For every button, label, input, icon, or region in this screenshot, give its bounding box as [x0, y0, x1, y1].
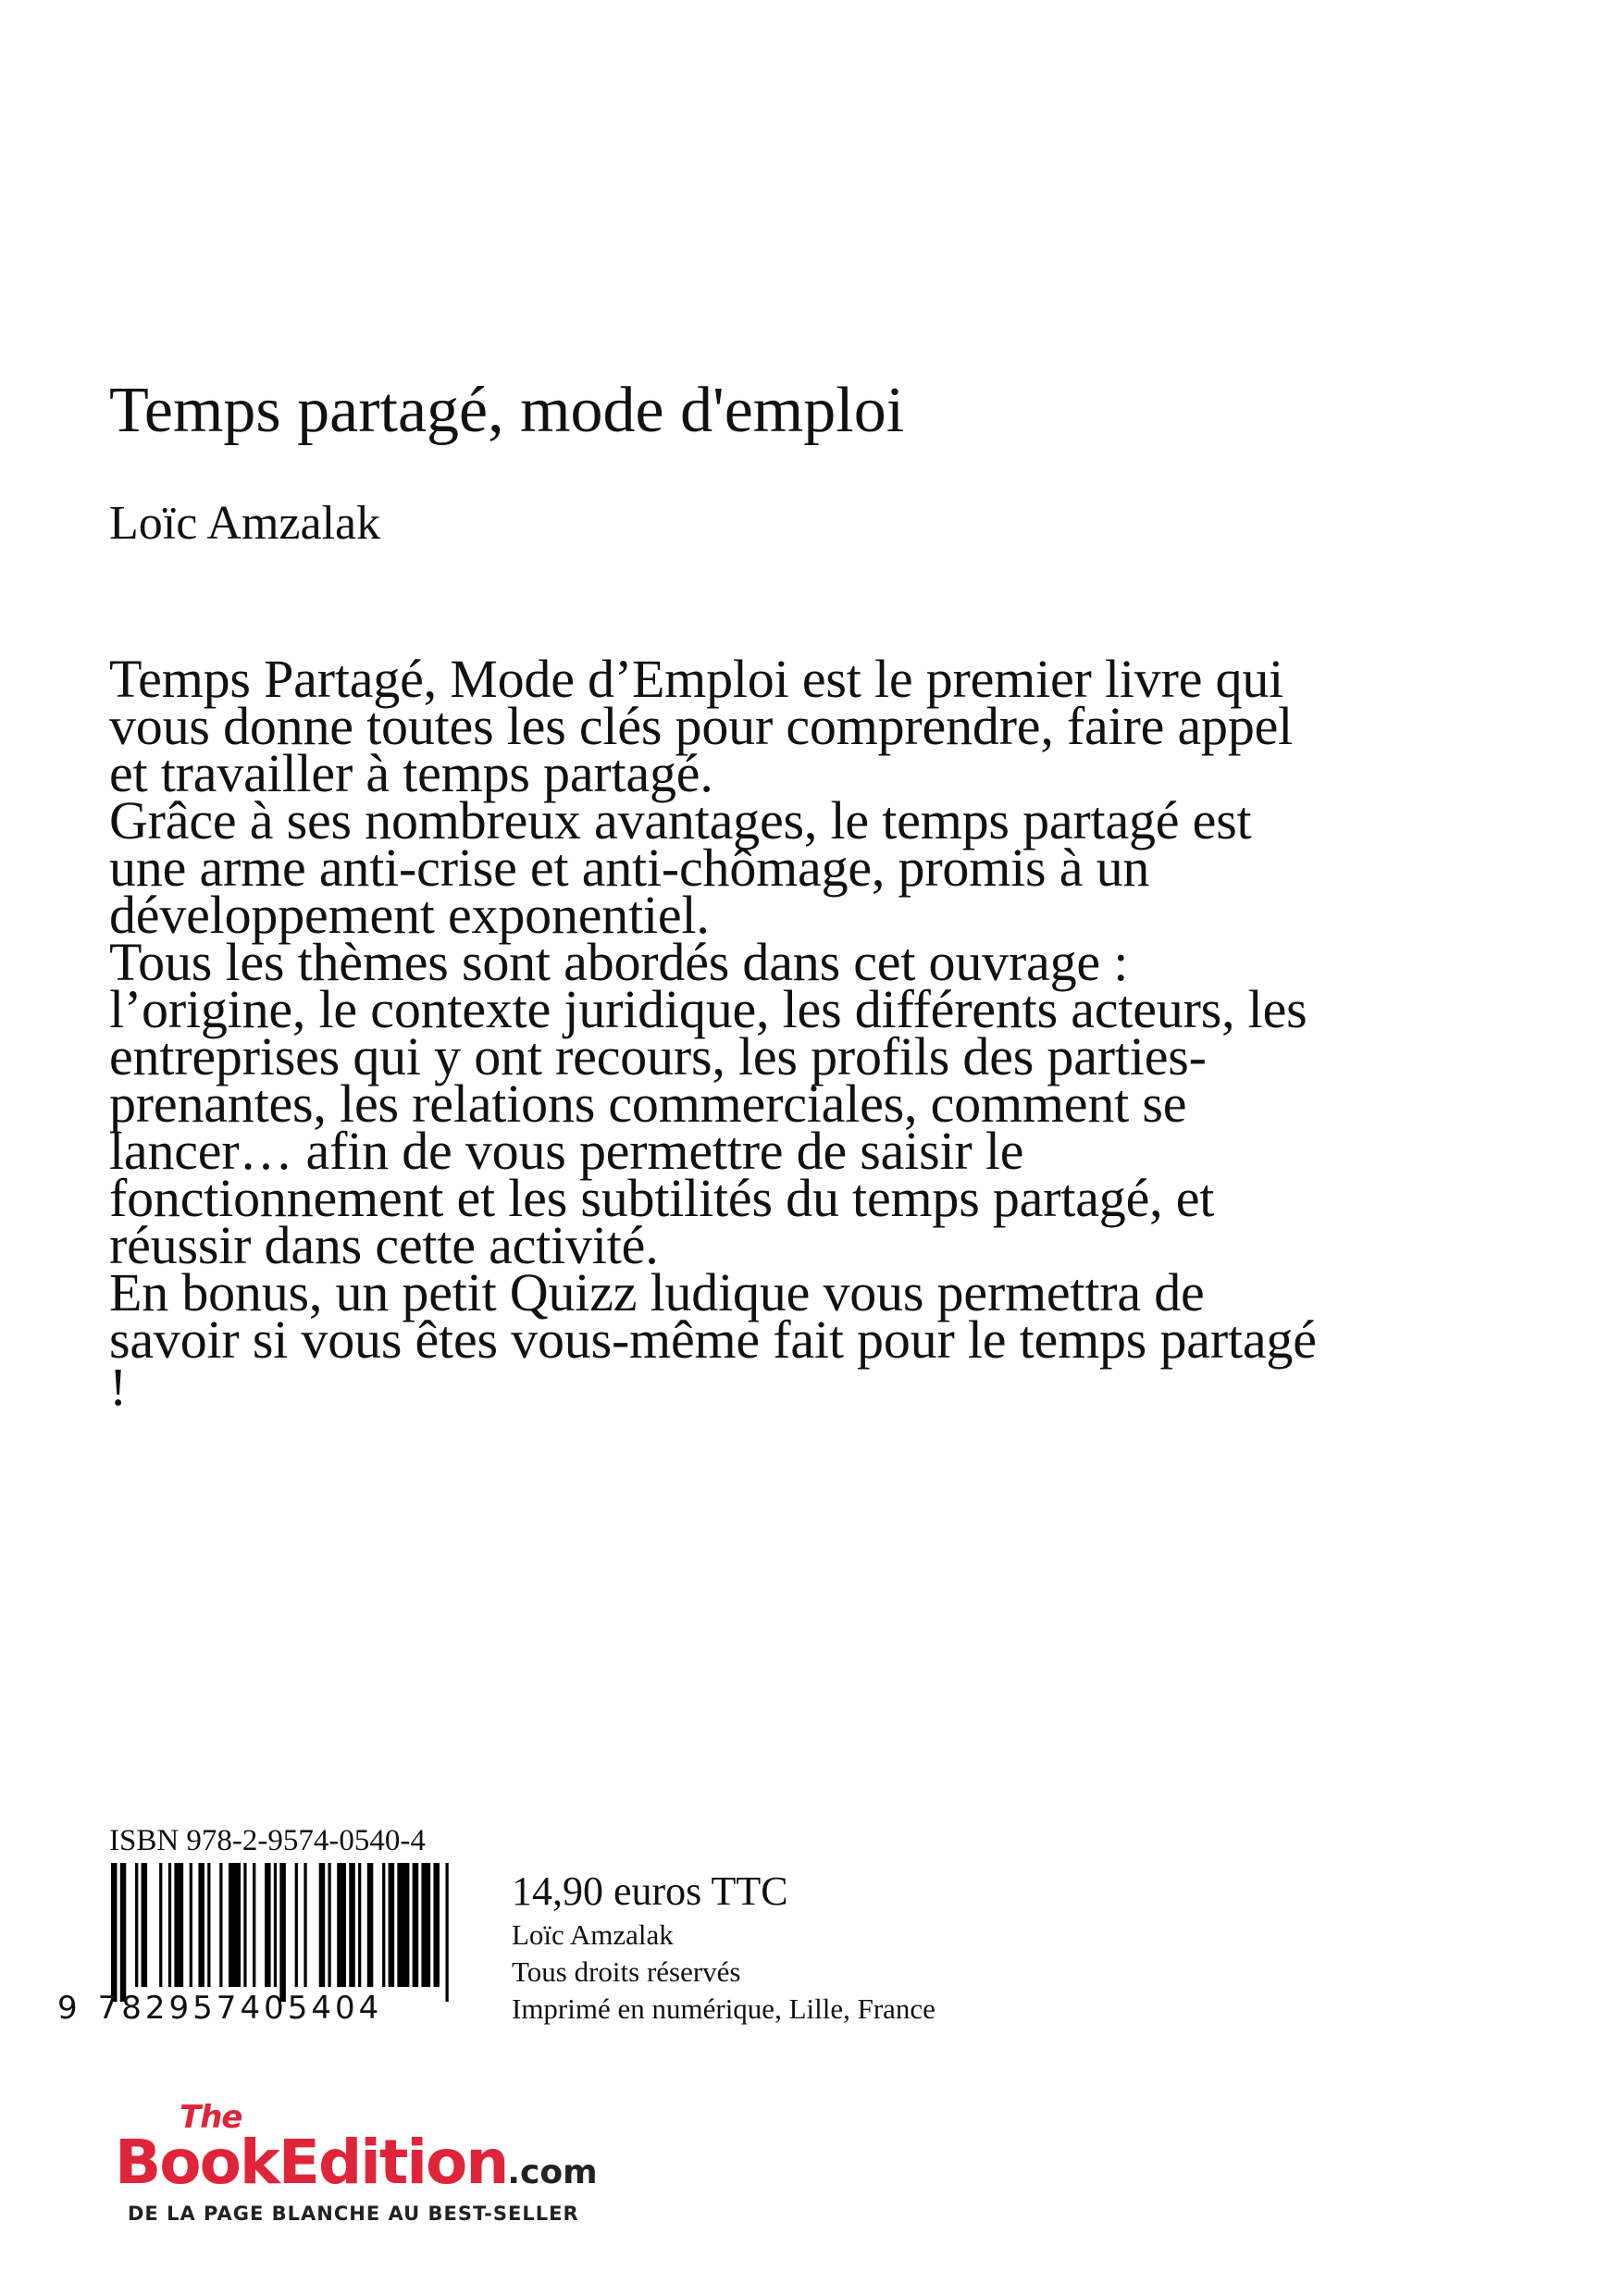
barcode-digits-right: 405404 — [240, 1990, 383, 2027]
isbn-barcode — [109, 1863, 453, 2002]
barcode-bar — [421, 1863, 430, 1987]
imprint-printing: Imprimé en numérique, Lille, France — [512, 1992, 935, 2025]
barcode-bar — [389, 1863, 395, 1987]
barcode-bar — [135, 1863, 138, 1987]
logo-tagline: DE LA PAGE BLANCHE AU BEST-SELLER — [128, 2203, 579, 2225]
barcode-bar — [229, 1863, 241, 1987]
barcode-bar — [397, 1863, 409, 1987]
barcode-bar — [243, 1863, 246, 1987]
logo-domain: .com — [507, 2153, 598, 2191]
barcode-bar — [433, 1863, 440, 1987]
logo-name: BookEdition — [115, 2127, 508, 2198]
barcode-bar — [120, 1863, 127, 2002]
barcode-bar — [304, 1863, 306, 1987]
barcode-bar — [328, 1863, 330, 1987]
barcode-bar — [168, 1863, 171, 1987]
barcode-digits-left: 782957 — [97, 1990, 241, 2027]
barcode-bar — [174, 1863, 183, 1987]
barcode-bar — [367, 1863, 374, 1987]
barcode-bar — [198, 1863, 204, 1987]
barcode-bar — [207, 1863, 210, 1987]
barcode-bar — [382, 1863, 385, 1987]
logo-wordmark — [115, 2127, 598, 2198]
barcode-bar — [111, 1863, 118, 2002]
barcode-bar — [358, 1863, 361, 1987]
price: 14,90 euros TTC — [512, 1868, 788, 1914]
barcode-bar — [159, 1863, 162, 1987]
isbn-label: ISBN 978-2-9574-0540-4 — [109, 1824, 426, 1857]
blurb-paragraph: Grâce à ses nombreux avantages, le temps partagé est une arme anti-crise et anti-chômage, promis à un développement exponentiel. — [109, 790, 1252, 945]
barcode-bar — [445, 1863, 448, 2002]
imprint-author: Loïc Amzalak — [512, 1918, 674, 1951]
blurb-paragraph: En bonus, un petit Quizz ludique vous permettra de savoir si vous êtes vous-même fait pour le temps partagé ! — [109, 1262, 1317, 1417]
book-author: Loïc Amzalak — [109, 497, 381, 550]
book-title: Temps partagé, mode d'emploi — [109, 375, 905, 446]
imprint-rights: Tous droits réservés — [512, 1955, 741, 1988]
logo-the: The — [180, 2099, 242, 2136]
barcode-digit-first: 9 — [57, 1990, 81, 2027]
barcode-bar — [265, 1863, 271, 1987]
barcode-bar — [319, 1863, 326, 1987]
barcode-bar — [337, 1863, 346, 1987]
back-cover-blurb — [109, 649, 1331, 1417]
barcode-bar — [274, 1863, 277, 1987]
blurb-paragraph: Tous les thèmes sont abordés dans cet ouvrage : l’origine, le contexte juridique, les différents acteurs, les entreprises qui y ont recours, les profils des parties-prenantes, les relations commerciales, comment se lancer… afin de vous permettre de saisir le fonctionnement et les subtilités du temps partagé, et réussir dans cette activité. — [109, 932, 1307, 1275]
barcode-bar — [142, 1863, 148, 1987]
barcode-bar — [190, 1863, 192, 1987]
barcode-bar — [253, 1863, 255, 1987]
blurb-paragraph: Temps Partagé, Mode d’Emploi est le premier livre qui vous donne toutes les clés pour comprendre, faire appel et travailler à temps partagé. — [109, 649, 1294, 803]
publisher-logo — [115, 2099, 670, 2228]
barcode-bar — [295, 1863, 298, 1987]
barcode-bar — [219, 1863, 222, 1987]
barcode-bar — [279, 1863, 286, 2002]
barcode-bar — [413, 1863, 419, 1987]
barcode-bar — [349, 1863, 355, 1987]
barcode-digits — [57, 1990, 455, 2027]
